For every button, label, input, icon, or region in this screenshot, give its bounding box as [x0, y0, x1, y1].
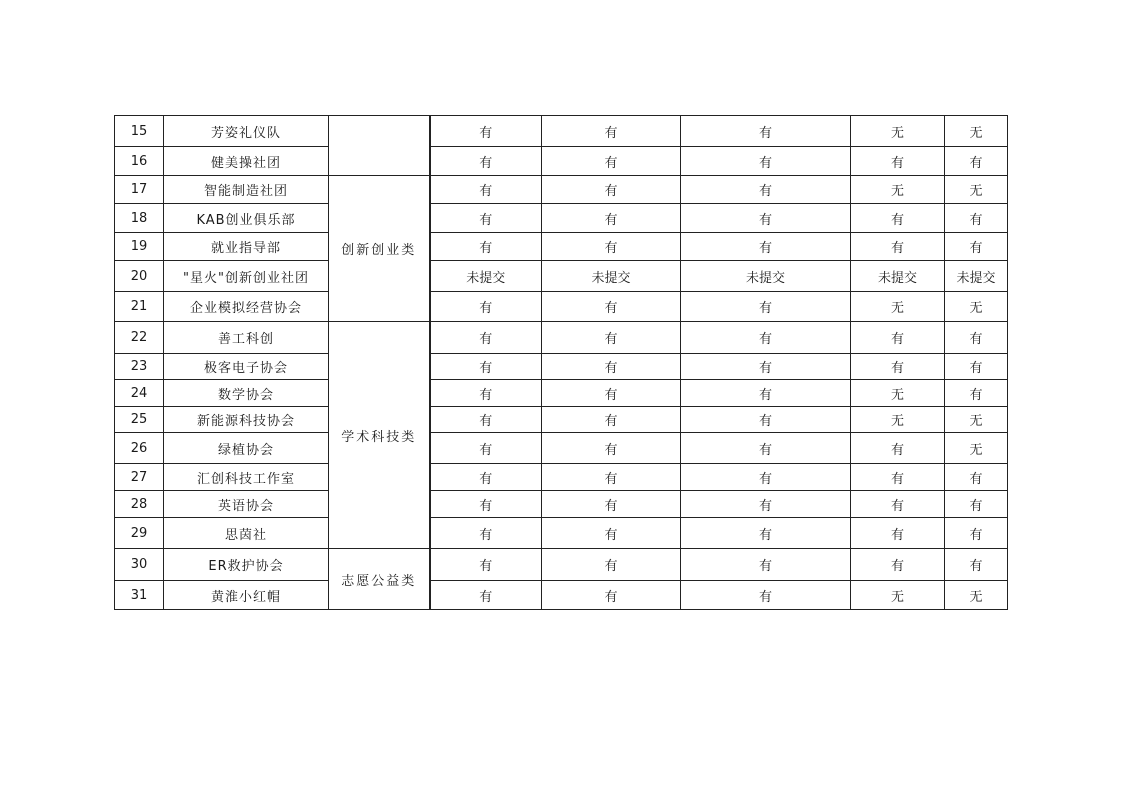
status-cell-2: 有 — [542, 292, 681, 322]
row-number-cell: 31 — [115, 581, 164, 610]
status-cell-2: 有 — [542, 491, 681, 518]
status-cell-4: 有 — [851, 233, 945, 261]
status-cell-2: 有 — [542, 147, 681, 176]
status-cell-3: 有 — [681, 407, 851, 433]
status-cell-3: 有 — [681, 176, 851, 204]
status-cell-4: 有 — [851, 464, 945, 491]
status-cell-4: 有 — [851, 549, 945, 581]
row-number-cell: 26 — [115, 433, 164, 464]
row-number-cell: 28 — [115, 491, 164, 518]
status-cell-2: 有 — [542, 407, 681, 433]
table-row — [115, 322, 1008, 354]
club-materials-table — [114, 115, 1008, 610]
status-cell-1: 有 — [430, 407, 542, 433]
status-cell-2: 有 — [542, 176, 681, 204]
status-cell-3: 有 — [681, 204, 851, 233]
table-row — [115, 233, 1008, 261]
status-cell-1: 有 — [430, 116, 542, 147]
club-name-cell: ER救护协会 — [164, 549, 329, 581]
table-row — [115, 518, 1008, 549]
status-cell-3: 有 — [681, 147, 851, 176]
table-row — [115, 581, 1008, 610]
status-cell-4: 无 — [851, 407, 945, 433]
table-row — [115, 261, 1008, 292]
status-cell-3: 有 — [681, 380, 851, 407]
status-cell-1: 有 — [430, 433, 542, 464]
row-number-cell: 17 — [115, 176, 164, 204]
status-cell-5: 无 — [945, 433, 1008, 464]
row-number-cell: 27 — [115, 464, 164, 491]
club-name-cell: 善工科创 — [164, 322, 329, 354]
row-number-cell: 18 — [115, 204, 164, 233]
table-row — [115, 407, 1008, 433]
table-row — [115, 176, 1008, 204]
status-cell-4: 无 — [851, 116, 945, 147]
status-cell-2: 有 — [542, 204, 681, 233]
status-cell-4: 有 — [851, 491, 945, 518]
status-cell-3: 有 — [681, 549, 851, 581]
status-cell-5: 有 — [945, 204, 1008, 233]
status-cell-4: 无 — [851, 581, 945, 610]
club-name-cell: 黄淮小红帽 — [164, 581, 329, 610]
status-cell-5: 无 — [945, 581, 1008, 610]
status-cell-5: 有 — [945, 354, 1008, 380]
status-cell-5: 未提交 — [945, 261, 1008, 292]
status-cell-3: 有 — [681, 233, 851, 261]
status-cell-2: 有 — [542, 116, 681, 147]
status-cell-3: 有 — [681, 433, 851, 464]
status-cell-5: 无 — [945, 116, 1008, 147]
club-name-cell: 绿植协会 — [164, 433, 329, 464]
club-name-cell: 思茵社 — [164, 518, 329, 549]
status-cell-1: 有 — [430, 518, 542, 549]
status-cell-4: 无 — [851, 176, 945, 204]
status-cell-2: 未提交 — [542, 261, 681, 292]
status-cell-5: 有 — [945, 464, 1008, 491]
row-number-cell: 25 — [115, 407, 164, 433]
status-cell-1: 有 — [430, 176, 542, 204]
row-number-cell: 20 — [115, 261, 164, 292]
status-cell-1: 有 — [430, 204, 542, 233]
status-cell-5: 无 — [945, 292, 1008, 322]
status-cell-2: 有 — [542, 354, 681, 380]
status-cell-5: 有 — [945, 147, 1008, 176]
status-cell-2: 有 — [542, 433, 681, 464]
status-cell-1: 未提交 — [430, 261, 542, 292]
category-cell: 创新创业类 — [329, 176, 430, 322]
club-name-cell: 新能源科技协会 — [164, 407, 329, 433]
category-cell — [329, 116, 430, 176]
status-cell-4: 未提交 — [851, 261, 945, 292]
status-cell-5: 无 — [945, 176, 1008, 204]
row-number-cell: 23 — [115, 354, 164, 380]
table-row — [115, 549, 1008, 581]
status-cell-2: 有 — [542, 518, 681, 549]
status-cell-2: 有 — [542, 322, 681, 354]
status-cell-3: 有 — [681, 322, 851, 354]
status-cell-2: 有 — [542, 233, 681, 261]
status-cell-5: 有 — [945, 518, 1008, 549]
club-name-cell: 数学协会 — [164, 380, 329, 407]
club-name-cell: KAB创业俱乐部 — [164, 204, 329, 233]
status-cell-5: 有 — [945, 491, 1008, 518]
category-cell: 学术科技类 — [329, 322, 430, 549]
status-cell-5: 有 — [945, 549, 1008, 581]
status-cell-1: 有 — [430, 549, 542, 581]
table-row — [115, 204, 1008, 233]
category-cell: 志愿公益类 — [329, 549, 430, 610]
status-cell-1: 有 — [430, 322, 542, 354]
table-row — [115, 292, 1008, 322]
status-cell-5: 有 — [945, 380, 1008, 407]
row-number-cell: 24 — [115, 380, 164, 407]
status-cell-4: 有 — [851, 433, 945, 464]
status-cell-3: 有 — [681, 354, 851, 380]
status-cell-2: 有 — [542, 549, 681, 581]
club-name-cell: 就业指导部 — [164, 233, 329, 261]
status-cell-4: 无 — [851, 292, 945, 322]
table-row — [115, 464, 1008, 491]
status-cell-2: 有 — [542, 380, 681, 407]
row-number-cell: 21 — [115, 292, 164, 322]
club-name-cell: 芳姿礼仪队 — [164, 116, 329, 147]
status-cell-4: 有 — [851, 147, 945, 176]
status-cell-4: 有 — [851, 204, 945, 233]
row-number-cell: 30 — [115, 549, 164, 581]
status-cell-3: 有 — [681, 292, 851, 322]
status-cell-5: 有 — [945, 233, 1008, 261]
status-cell-3: 有 — [681, 518, 851, 549]
status-cell-1: 有 — [430, 380, 542, 407]
table-row — [115, 147, 1008, 176]
row-number-cell: 19 — [115, 233, 164, 261]
table-row — [115, 491, 1008, 518]
status-cell-2: 有 — [542, 581, 681, 610]
table-row — [115, 380, 1008, 407]
club-name-cell: 智能制造社团 — [164, 176, 329, 204]
table-row — [115, 354, 1008, 380]
status-cell-3: 有 — [681, 464, 851, 491]
status-cell-1: 有 — [430, 292, 542, 322]
row-number-cell: 15 — [115, 116, 164, 147]
status-cell-1: 有 — [430, 491, 542, 518]
status-cell-1: 有 — [430, 233, 542, 261]
table-row — [115, 116, 1008, 147]
status-cell-4: 有 — [851, 354, 945, 380]
status-cell-1: 有 — [430, 464, 542, 491]
status-cell-3: 未提交 — [681, 261, 851, 292]
row-number-cell: 16 — [115, 147, 164, 176]
status-cell-2: 有 — [542, 464, 681, 491]
club-name-cell: "星火"创新创业社团 — [164, 261, 329, 292]
status-cell-1: 有 — [430, 354, 542, 380]
status-cell-5: 有 — [945, 322, 1008, 354]
row-number-cell: 29 — [115, 518, 164, 549]
status-cell-3: 有 — [681, 491, 851, 518]
club-name-cell: 汇创科技工作室 — [164, 464, 329, 491]
status-cell-4: 有 — [851, 518, 945, 549]
club-name-cell: 极客电子协会 — [164, 354, 329, 380]
status-cell-1: 有 — [430, 581, 542, 610]
table-body — [115, 116, 1008, 610]
row-number-cell: 22 — [115, 322, 164, 354]
club-name-cell: 企业模拟经营协会 — [164, 292, 329, 322]
status-cell-5: 无 — [945, 407, 1008, 433]
table-row — [115, 433, 1008, 464]
club-name-cell: 健美操社团 — [164, 147, 329, 176]
status-cell-1: 有 — [430, 147, 542, 176]
status-cell-4: 无 — [851, 380, 945, 407]
club-name-cell: 英语协会 — [164, 491, 329, 518]
status-cell-4: 有 — [851, 322, 945, 354]
status-cell-3: 有 — [681, 581, 851, 610]
status-cell-3: 有 — [681, 116, 851, 147]
